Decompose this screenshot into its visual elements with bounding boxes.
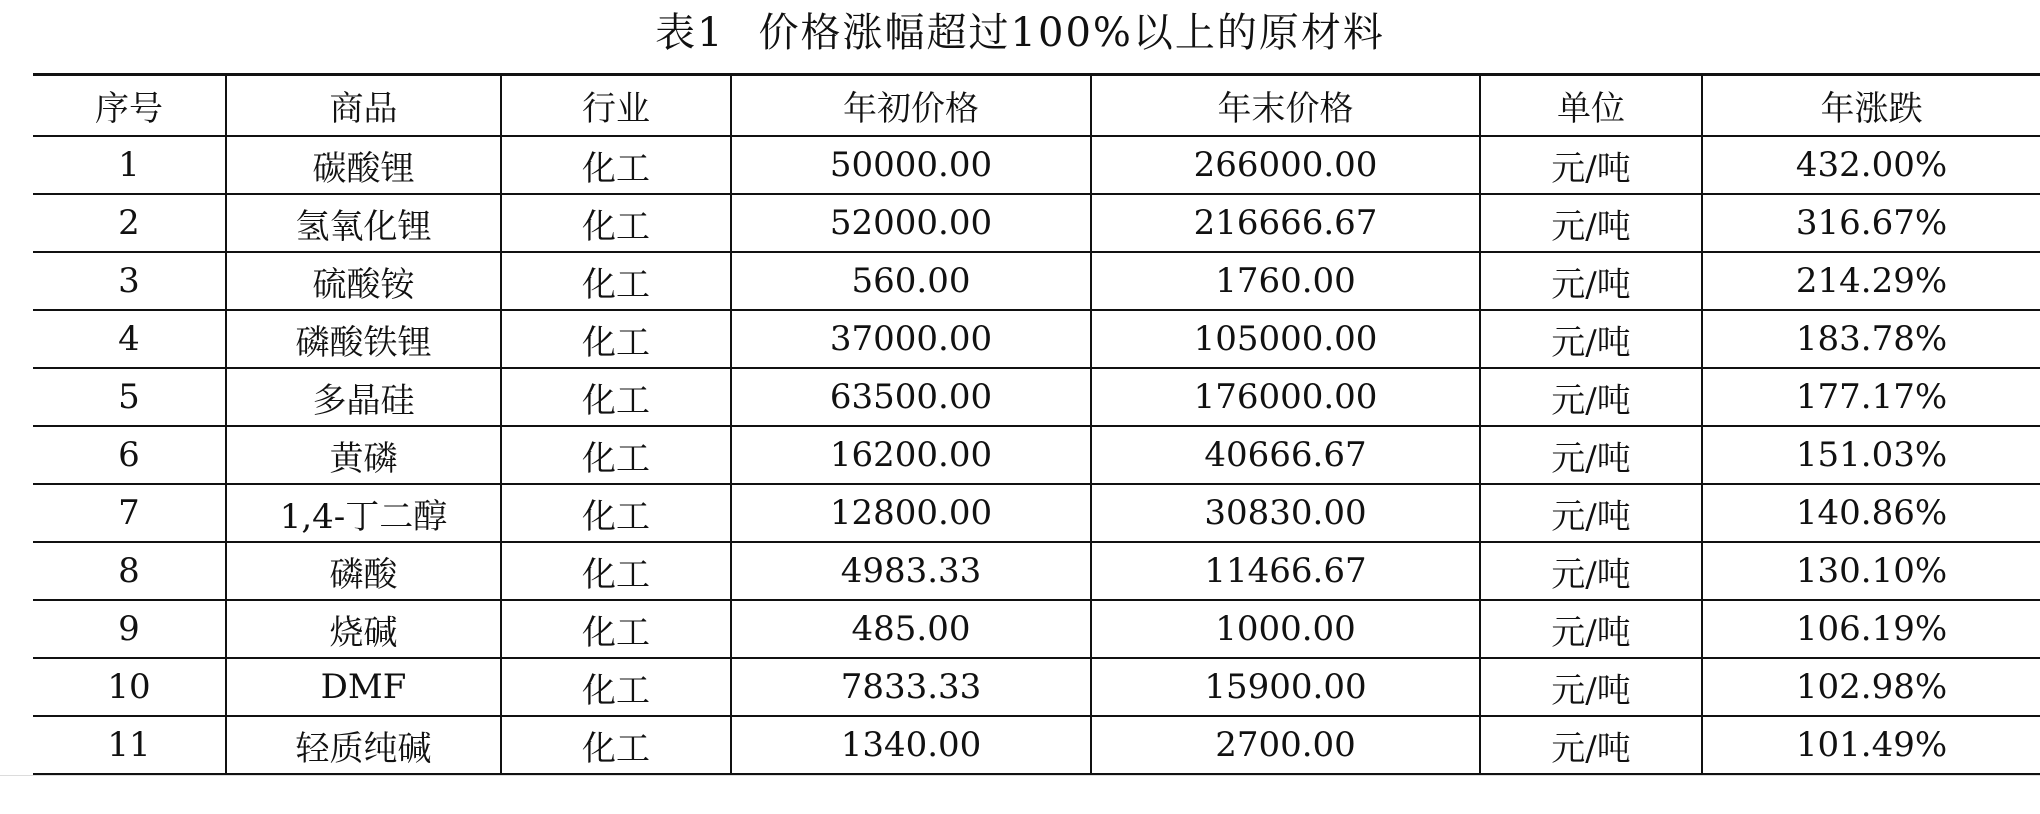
cell-start-price: 485.00 [731,600,1091,658]
cell-product: 1,4-丁二醇 [226,484,501,542]
cell-end-price: 216666.67 [1091,194,1480,252]
cell-industry: 化工 [501,368,731,426]
cell-unit: 元/吨 [1480,368,1702,426]
cell-unit: 元/吨 [1480,716,1702,775]
cell-annual-change: 432.00% [1702,136,2040,194]
table-row [33,658,2040,716]
column-header-start-price: 年初价格 [731,75,1091,137]
cell-index: 2 [33,194,226,252]
cell-start-price: 7833.33 [731,658,1091,716]
cell-start-price: 50000.00 [731,136,1091,194]
table-row [33,542,2040,600]
cell-unit: 元/吨 [1480,658,1702,716]
table-row [33,310,2040,368]
table-row [33,252,2040,310]
cell-start-price: 16200.00 [731,426,1091,484]
price-increase-table [33,73,2040,776]
cell-industry: 化工 [501,542,731,600]
cell-index: 4 [33,310,226,368]
table-row [33,368,2040,426]
cell-index: 1 [33,136,226,194]
cell-start-price: 63500.00 [731,368,1091,426]
cell-end-price: 15900.00 [1091,658,1480,716]
column-header-annual-change: 年涨跌 [1702,75,2040,137]
cell-industry: 化工 [501,194,731,252]
cell-annual-change: 183.78% [1702,310,2040,368]
cell-annual-change: 151.03% [1702,426,2040,484]
cell-industry: 化工 [501,658,731,716]
cell-industry: 化工 [501,136,731,194]
cell-product: 磷酸铁锂 [226,310,501,368]
column-header-index: 序号 [33,75,226,137]
cell-start-price: 52000.00 [731,194,1091,252]
cell-product: 多晶硅 [226,368,501,426]
table-row [33,136,2040,194]
cell-annual-change: 102.98% [1702,658,2040,716]
cell-product: 磷酸 [226,542,501,600]
cell-unit: 元/吨 [1480,484,1702,542]
cell-end-price: 40666.67 [1091,426,1480,484]
table-row [33,426,2040,484]
table-caption-title: 价格涨幅超过100%以上的原材料 [758,10,1385,56]
cell-annual-change: 130.10% [1702,542,2040,600]
cell-annual-change: 101.49% [1702,716,2040,775]
cell-product: 烧碱 [226,600,501,658]
cell-index: 5 [33,368,226,426]
table-row [33,600,2040,658]
cell-index: 9 [33,600,226,658]
table-row [33,484,2040,542]
cell-index: 3 [33,252,226,310]
cell-end-price: 11466.67 [1091,542,1480,600]
cell-start-price: 1340.00 [731,716,1091,775]
cell-product: 氢氧化锂 [226,194,501,252]
cell-index: 7 [33,484,226,542]
cell-index: 11 [33,716,226,775]
cell-index: 10 [33,658,226,716]
cell-start-price: 560.00 [731,252,1091,310]
cell-unit: 元/吨 [1480,194,1702,252]
cell-index: 6 [33,426,226,484]
cell-end-price: 176000.00 [1091,368,1480,426]
cell-product: 轻质纯碱 [226,716,501,775]
cell-product: 硫酸铵 [226,252,501,310]
table-row [33,716,2040,775]
cell-annual-change: 106.19% [1702,600,2040,658]
cell-annual-change: 316.67% [1702,194,2040,252]
cell-start-price: 4983.33 [731,542,1091,600]
cell-end-price: 2700.00 [1091,716,1480,775]
table-header-row [33,75,2040,137]
cell-start-price: 12800.00 [731,484,1091,542]
page-bottom-edge [0,775,2040,814]
cell-annual-change: 214.29% [1702,252,2040,310]
cell-end-price: 30830.00 [1091,484,1480,542]
cell-industry: 化工 [501,426,731,484]
table-row [33,194,2040,252]
cell-end-price: 1000.00 [1091,600,1480,658]
cell-unit: 元/吨 [1480,426,1702,484]
cell-industry: 化工 [501,716,731,775]
cell-product: DMF [226,658,501,716]
cell-industry: 化工 [501,600,731,658]
cell-unit: 元/吨 [1480,136,1702,194]
cell-industry: 化工 [501,484,731,542]
cell-annual-change: 177.17% [1702,368,2040,426]
table-body [33,136,2040,775]
table-caption [0,0,2040,66]
cell-unit: 元/吨 [1480,310,1702,368]
cell-unit: 元/吨 [1480,600,1702,658]
cell-industry: 化工 [501,252,731,310]
cell-annual-change: 140.86% [1702,484,2040,542]
table-caption-label: 表1 [655,10,725,56]
column-header-industry: 行业 [501,75,731,137]
cell-end-price: 105000.00 [1091,310,1480,368]
cell-index: 8 [33,542,226,600]
cell-industry: 化工 [501,310,731,368]
cell-start-price: 37000.00 [731,310,1091,368]
cell-product: 黄磷 [226,426,501,484]
cell-unit: 元/吨 [1480,542,1702,600]
cell-unit: 元/吨 [1480,252,1702,310]
cell-end-price: 266000.00 [1091,136,1480,194]
cell-product: 碳酸锂 [226,136,501,194]
cell-end-price: 1760.00 [1091,252,1480,310]
column-header-unit: 单位 [1480,75,1702,137]
column-header-end-price: 年末价格 [1091,75,1480,137]
column-header-product: 商品 [226,75,501,137]
